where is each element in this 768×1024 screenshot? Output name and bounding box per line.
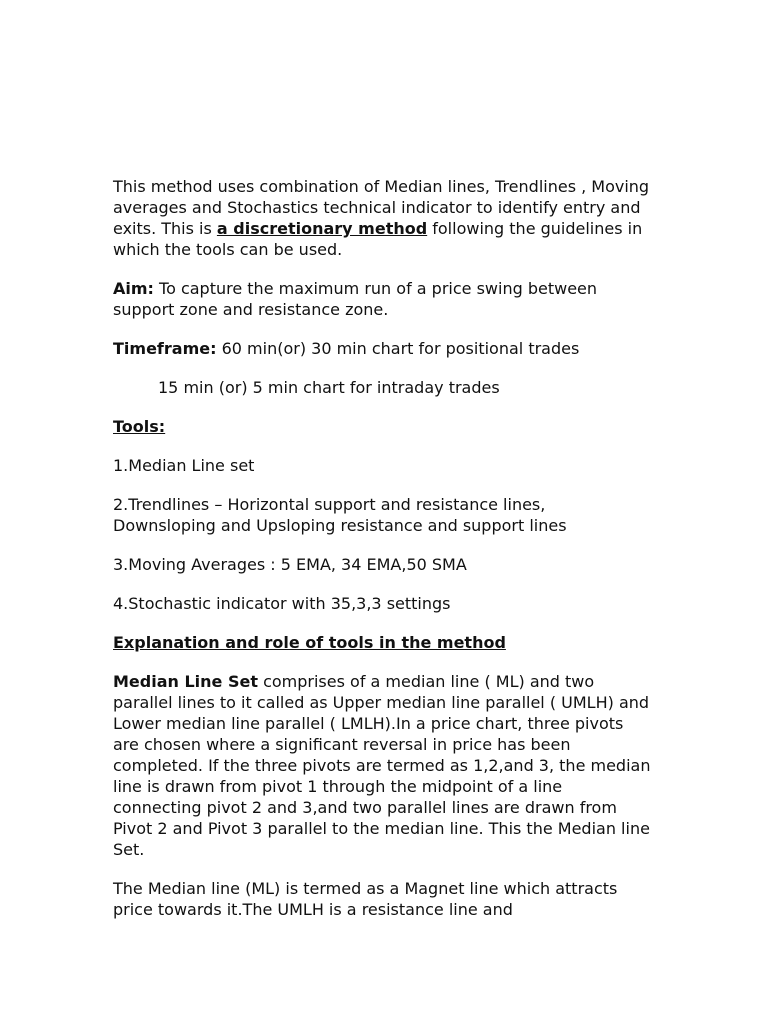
discretionary-method-emphasis: a discretionary method <box>216 219 428 238</box>
aim-label: Aim: <box>113 279 154 298</box>
median-line-set-paragraph <box>113 671 653 860</box>
tools-heading: Tools: <box>113 417 166 436</box>
aim-text: To capture the maximum run of a price swing between support zone and resistance zone. <box>113 279 598 319</box>
timeframe-intraday-text: 15 min (or) 5 min chart for intraday trades <box>158 378 500 397</box>
intro-paragraph <box>113 176 653 260</box>
tool-item-stochastic: 4.Stochastic indicator with 35,3,3 settings <box>113 594 451 613</box>
intro-text-start: This method uses combination of Median lines, Trendlines , Moving averages and Stochastics technical indicator to identify entry and exits. This is <box>113 177 650 238</box>
tool-item-moving-averages: 3.Moving Averages : 5 EMA, 34 EMA,50 SMA <box>113 555 467 574</box>
aim-paragraph <box>113 278 653 320</box>
median-line-set-text: comprises of a median line ( ML) and two parallel lines to it called as Upper median line parallel ( UMLH) and Lower median line parallel ( LMLH).In a price chart, three pivots are chosen where a significant reversal in price has been completed. If the three pivots are termed as 1,2,and 3, the median line is drawn from pivot 1 through the midpoint of a line connecting pivot 2 and 3,and two parallel lines are drawn from Pivot 2 and Pivot 3 parallel to the median line. This the Median line Set. <box>113 672 651 859</box>
timeframe-paragraph <box>113 338 653 359</box>
document-page <box>113 176 653 938</box>
timeframe-label: Timeframe: <box>113 339 217 358</box>
tool-item-trendlines: 2.Trendlines – Horizontal support and resistance lines, Downsloping and Upsloping resistance and support lines <box>113 495 567 535</box>
explanation-heading: Explanation and role of tools in the method <box>113 633 506 652</box>
magnet-line-paragraph: The Median line (ML) is termed as a Magnet line which attracts price towards it.The UMLH is a resistance line and <box>113 879 618 919</box>
median-line-set-label: Median Line Set <box>113 672 258 691</box>
timeframe-positional-text: 60 min(or) 30 min chart for positional trades <box>216 339 580 358</box>
intro-text-end: following the guidelines in which the tools can be used. <box>113 219 643 259</box>
tool-item-median-line-set: 1.Median Line set <box>113 456 255 475</box>
